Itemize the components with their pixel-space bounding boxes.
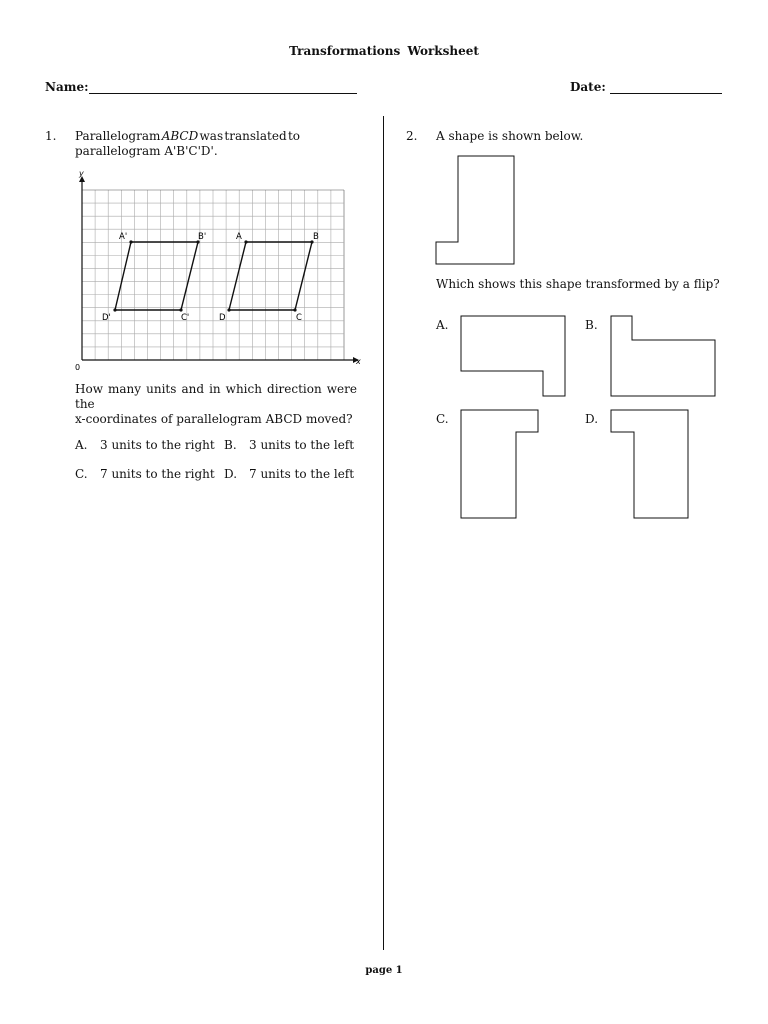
point-d	[227, 308, 230, 311]
q1-question-line1: How many units and in which direction were the	[75, 382, 357, 411]
q1-grid	[82, 190, 344, 360]
q1-option-c-text[interactable]: 7 units to the right	[100, 467, 215, 481]
q1-option-d-text[interactable]: 7 units to the left	[249, 467, 355, 481]
q1-stem-word: was	[199, 129, 224, 143]
q1-option-a-letter[interactable]: A.	[75, 438, 88, 452]
q2-stem: A shape is shown below.	[436, 129, 584, 143]
q1-option-b-letter[interactable]: B.	[224, 438, 237, 452]
q1-stem-word: ABCD	[161, 129, 199, 143]
q1-stem-word: Parallelogram	[75, 129, 161, 143]
q1-option-b-text[interactable]: 3 units to the left	[249, 438, 355, 452]
label-b-prime: B'	[198, 232, 207, 242]
q1-question	[75, 382, 357, 427]
q2-option-a-letter[interactable]: A.	[436, 318, 449, 332]
date-field-line[interactable]	[610, 93, 722, 94]
q2-question: Which shows this shape transformed by a flip?	[436, 277, 720, 291]
original-l-shape	[436, 156, 514, 264]
q1-coordinate-graph	[60, 168, 365, 374]
q1-stem-word: translated	[224, 129, 287, 143]
x-axis-label: x	[356, 357, 361, 366]
label-a-prime: A'	[119, 232, 128, 242]
label-c: C	[296, 313, 302, 323]
q2-original-shape	[434, 154, 518, 266]
q1-option-c-letter[interactable]: C.	[75, 467, 88, 481]
q2-number: 2.	[406, 129, 418, 143]
name-label: Name:	[45, 80, 89, 94]
label-a: A	[236, 232, 242, 242]
point-a	[244, 240, 247, 243]
parallelogram-prime	[115, 242, 198, 310]
q1-stem-word: to	[287, 129, 300, 143]
date-label: Date:	[570, 80, 606, 94]
q2-option-a-shape[interactable]	[459, 314, 569, 398]
q1-option-d-letter[interactable]: D.	[224, 467, 238, 481]
q1-stem-line1	[75, 129, 300, 144]
point-c-prime	[179, 308, 182, 311]
y-axis-label: y	[79, 169, 84, 178]
q2-option-b-letter[interactable]: B.	[585, 318, 598, 332]
label-d: D	[219, 313, 226, 323]
parallelogram-abcd	[229, 242, 312, 310]
q2-option-d-shape[interactable]	[609, 408, 693, 520]
q1-question-line2: x-coordinates of parallelogram ABCD moved?	[75, 412, 353, 426]
column-divider	[383, 116, 384, 950]
q2-option-c-letter[interactable]: C.	[436, 412, 449, 426]
page-number: page 1	[365, 965, 403, 976]
q1-number: 1.	[45, 129, 57, 143]
q2-option-c-shape[interactable]	[459, 408, 543, 520]
label-c-prime: C'	[181, 313, 190, 323]
q1-option-a-text[interactable]: 3 units to the right	[100, 438, 215, 452]
point-c	[293, 308, 296, 311]
worksheet-title: Transformations Worksheet	[289, 44, 479, 58]
q2-option-b-shape[interactable]	[609, 314, 719, 398]
q2-option-d-letter[interactable]: D.	[585, 412, 599, 426]
name-field-line[interactable]	[89, 93, 357, 94]
option-d-polygon	[611, 410, 688, 518]
label-b: B	[313, 232, 319, 242]
option-a-polygon	[461, 316, 565, 396]
origin-label: 0	[75, 363, 81, 372]
q1-stem-line2: parallelogram A'B'C'D'.	[75, 144, 218, 158]
point-d-prime	[113, 308, 116, 311]
point-a-prime	[129, 240, 132, 243]
option-c-polygon	[461, 410, 538, 518]
option-b-polygon	[611, 316, 715, 396]
label-d-prime: D'	[102, 313, 111, 323]
